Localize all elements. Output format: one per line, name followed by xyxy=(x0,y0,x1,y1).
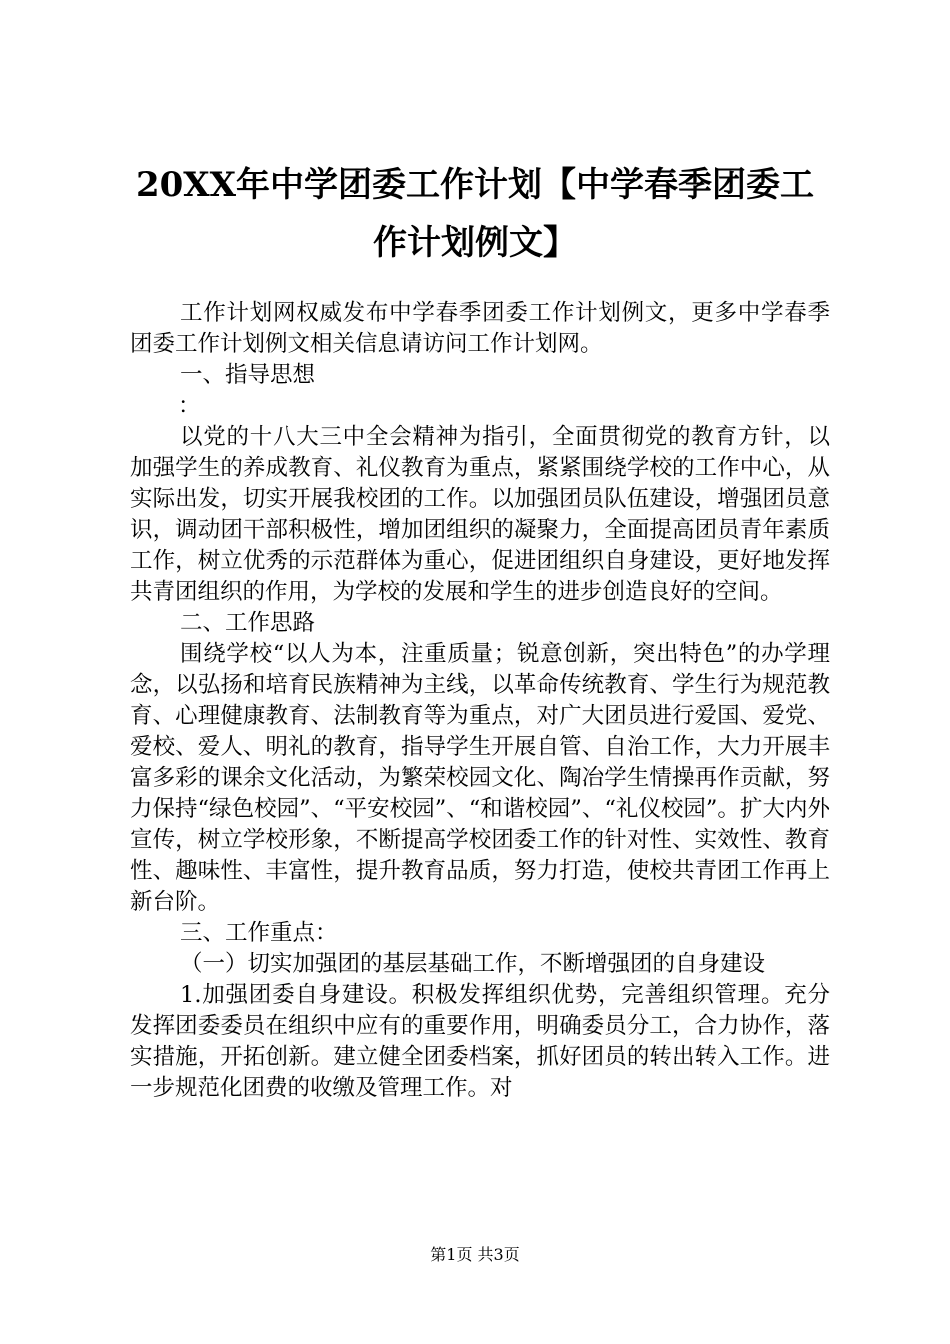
colon-line: ： xyxy=(178,393,201,419)
subsection-heading-1: （一）切实加强团的基层基础工作，不断增强团的自身建设 xyxy=(180,951,766,977)
document-title-line-2: 作计划例文】 xyxy=(373,223,577,263)
page-footer: 第1页 共3页 xyxy=(430,1245,520,1264)
section-heading-3: 三、工作重点： xyxy=(180,920,338,946)
guiding-ideology-paragraph: 以党的十八大三中全会精神为指引，全面贯彻党的教育方针，以加强学生的养成教育、礼仪教育为重点，紧紧围绕学校的工作中心，从实际出发，切实开展我校团的工作。以加强团员队伍建设，增强团员意识，调动团干部积极性，增加团组织的凝聚力，全面提高团员青年素质工作，树立优秀的示范群体为重心，促进团组织自身建设，更好地发挥共青团组织的作用，为学校的发展和学生的进步创造良好的空间。 xyxy=(130,424,830,605)
document-body xyxy=(130,298,830,1104)
intro-paragraph: 工作计划网权威发布中学春季团委工作计划例文，更多中学春季团委工作计划例文相关信息请访问工作计划网。 xyxy=(130,300,830,357)
section-heading-2: 二、工作思路 xyxy=(180,610,316,636)
work-approach-paragraph: 围绕学校“以人为本，注重质量；锐意创新，突出特色”的办学理念，以弘扬和培育民族精神为主线，以革命传统教育、学生行为规范教育、心理健康教育、法制教育等为重点，对广大团员进行爱国、爱党、爱校、爱人、明礼的教育，指导学生开展自管、自治工作，大力开展丰富多彩的课余文化活动，为繁荣校园文化、陶冶学生情操再作贡献，努力保持“绿色校园”、“平安校园”、“和谐校园”、“礼仪校园”。扩大内外宣传，树立学校形象，不断提高学校团委工作的针对性、实效性、教育性、趣味性、丰富性，提升教育品质，努力打造，使校共青团工作再上新台阶。 xyxy=(130,641,830,915)
item-1-paragraph: 1.加强团委自身建设。积极发挥组织优势，完善组织管理。充分发挥团委委员在组织中应有的重要作用，明确委员分工，合力协作，落实措施，开拓创新。建立健全团委档案，抓好团员的转出转入工作。进一步规范化团费的收缴及管理工作。对 xyxy=(130,982,830,1101)
document-title-line-1: 20XX年中学团委工作计划【中学春季团委工 xyxy=(135,165,815,205)
section-heading-1: 一、指导思想 xyxy=(180,362,316,388)
